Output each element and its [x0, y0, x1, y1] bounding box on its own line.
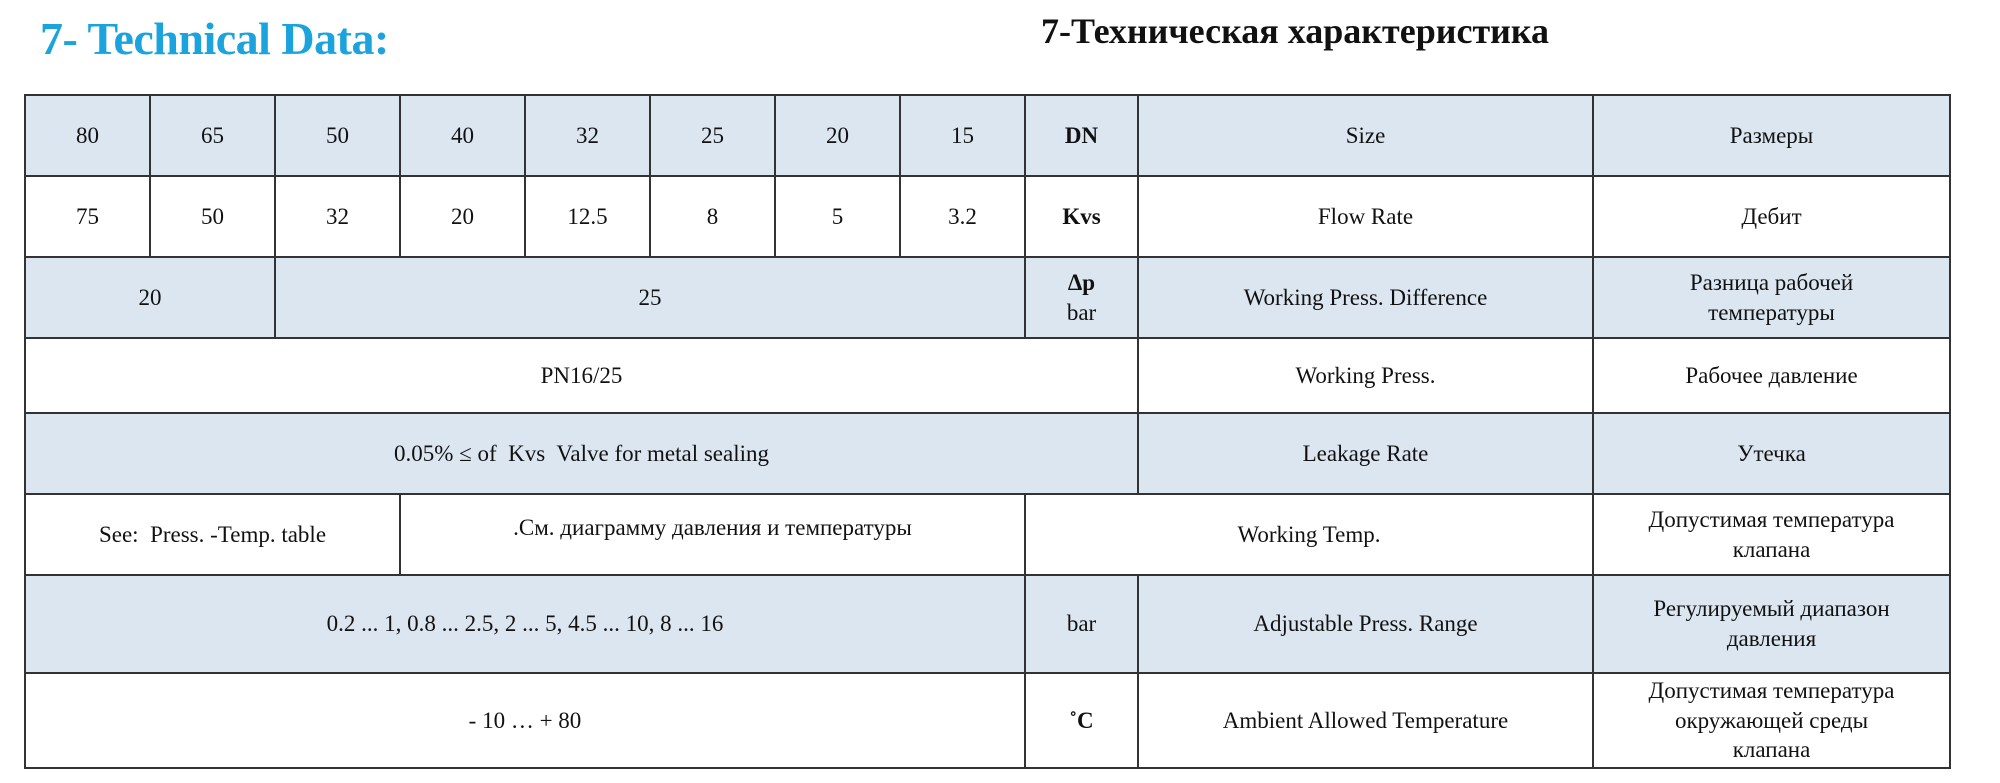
size-value: 65: [150, 95, 275, 176]
section-title-en: 7- Technical Data:: [40, 13, 389, 64]
ambient-unit: ˚C: [1025, 673, 1138, 768]
size-symbol: DN: [1025, 95, 1138, 176]
adj-value: 0.2 ... 1, 0.8 ... 2.5, 2 ... 5, 4.5 ... 10, 8 ... 16: [25, 575, 1025, 673]
dp-symbol: Δp: [1067, 269, 1096, 295]
temp-value-ru: .См. диаграмму давления и температуры: [400, 494, 1025, 575]
flow-value: 3.2: [900, 176, 1025, 257]
ambient-label-en: Ambient Allowed Temperature: [1138, 673, 1593, 768]
ambient-label-ru: Допустимая температура окружающей среды клапана: [1593, 673, 1950, 768]
size-value: 50: [275, 95, 400, 176]
adj-label-en: Adjustable Press. Range: [1138, 575, 1593, 673]
temp-label-ru: Допустимая температура клапана: [1593, 494, 1950, 575]
technical-data-table: [24, 94, 1951, 769]
size-label-en: Size: [1138, 95, 1593, 176]
size-value: 15: [900, 95, 1025, 176]
flow-value: 5: [775, 176, 900, 257]
flow-label-en: Flow Rate: [1138, 176, 1593, 257]
size-value: 20: [775, 95, 900, 176]
table-row-temp: [25, 494, 1950, 575]
dp-value: 25: [275, 257, 1025, 338]
table-row-dp: [25, 257, 1950, 338]
size-value: 25: [650, 95, 775, 176]
ambient-value: - 10 … + 80: [25, 673, 1025, 768]
dp-symbol-cell: [1025, 257, 1138, 338]
table-row-flow: [25, 176, 1950, 257]
leak-label-en: Leakage Rate: [1138, 413, 1593, 494]
flow-value: 32: [275, 176, 400, 257]
size-value: 32: [525, 95, 650, 176]
size-label-ru: Размеры: [1593, 95, 1950, 176]
leak-value: 0.05% ≤ of Kvs Valve for metal sealing: [25, 413, 1138, 494]
size-value: 80: [25, 95, 150, 176]
temp-value-en: See: Press. -Temp. table: [25, 494, 400, 575]
temp-label-en: Working Temp.: [1025, 494, 1593, 575]
flow-label-ru: Дебит: [1593, 176, 1950, 257]
leak-label-ru: Утечка: [1593, 413, 1950, 494]
flow-symbol: Kvs: [1025, 176, 1138, 257]
table-row-size: [25, 95, 1950, 176]
table-row-press: [25, 338, 1950, 413]
adj-unit: bar: [1025, 575, 1138, 673]
flow-value: 50: [150, 176, 275, 257]
press-label-ru: Рабочее давление: [1593, 338, 1950, 413]
press-value: PN16/25: [25, 338, 1138, 413]
dp-label-en: Working Press. Difference: [1138, 257, 1593, 338]
flow-value: 12.5: [525, 176, 650, 257]
press-label-en: Working Press.: [1138, 338, 1593, 413]
dp-value: 20: [25, 257, 275, 338]
table-row-adj: [25, 575, 1950, 673]
size-value: 40: [400, 95, 525, 176]
dp-unit: bar: [1066, 299, 1097, 325]
flow-value: 75: [25, 176, 150, 257]
dp-label-ru: Разница рабочей температуры: [1593, 257, 1950, 338]
table-row-leak: [25, 413, 1950, 494]
section-title-ru: 7-Техническая характеристика: [1041, 11, 1550, 51]
flow-value: 8: [650, 176, 775, 257]
table-row-ambient: [25, 673, 1950, 768]
adj-label-ru: Регулируемый диапазон давления: [1593, 575, 1950, 673]
flow-value: 20: [400, 176, 525, 257]
